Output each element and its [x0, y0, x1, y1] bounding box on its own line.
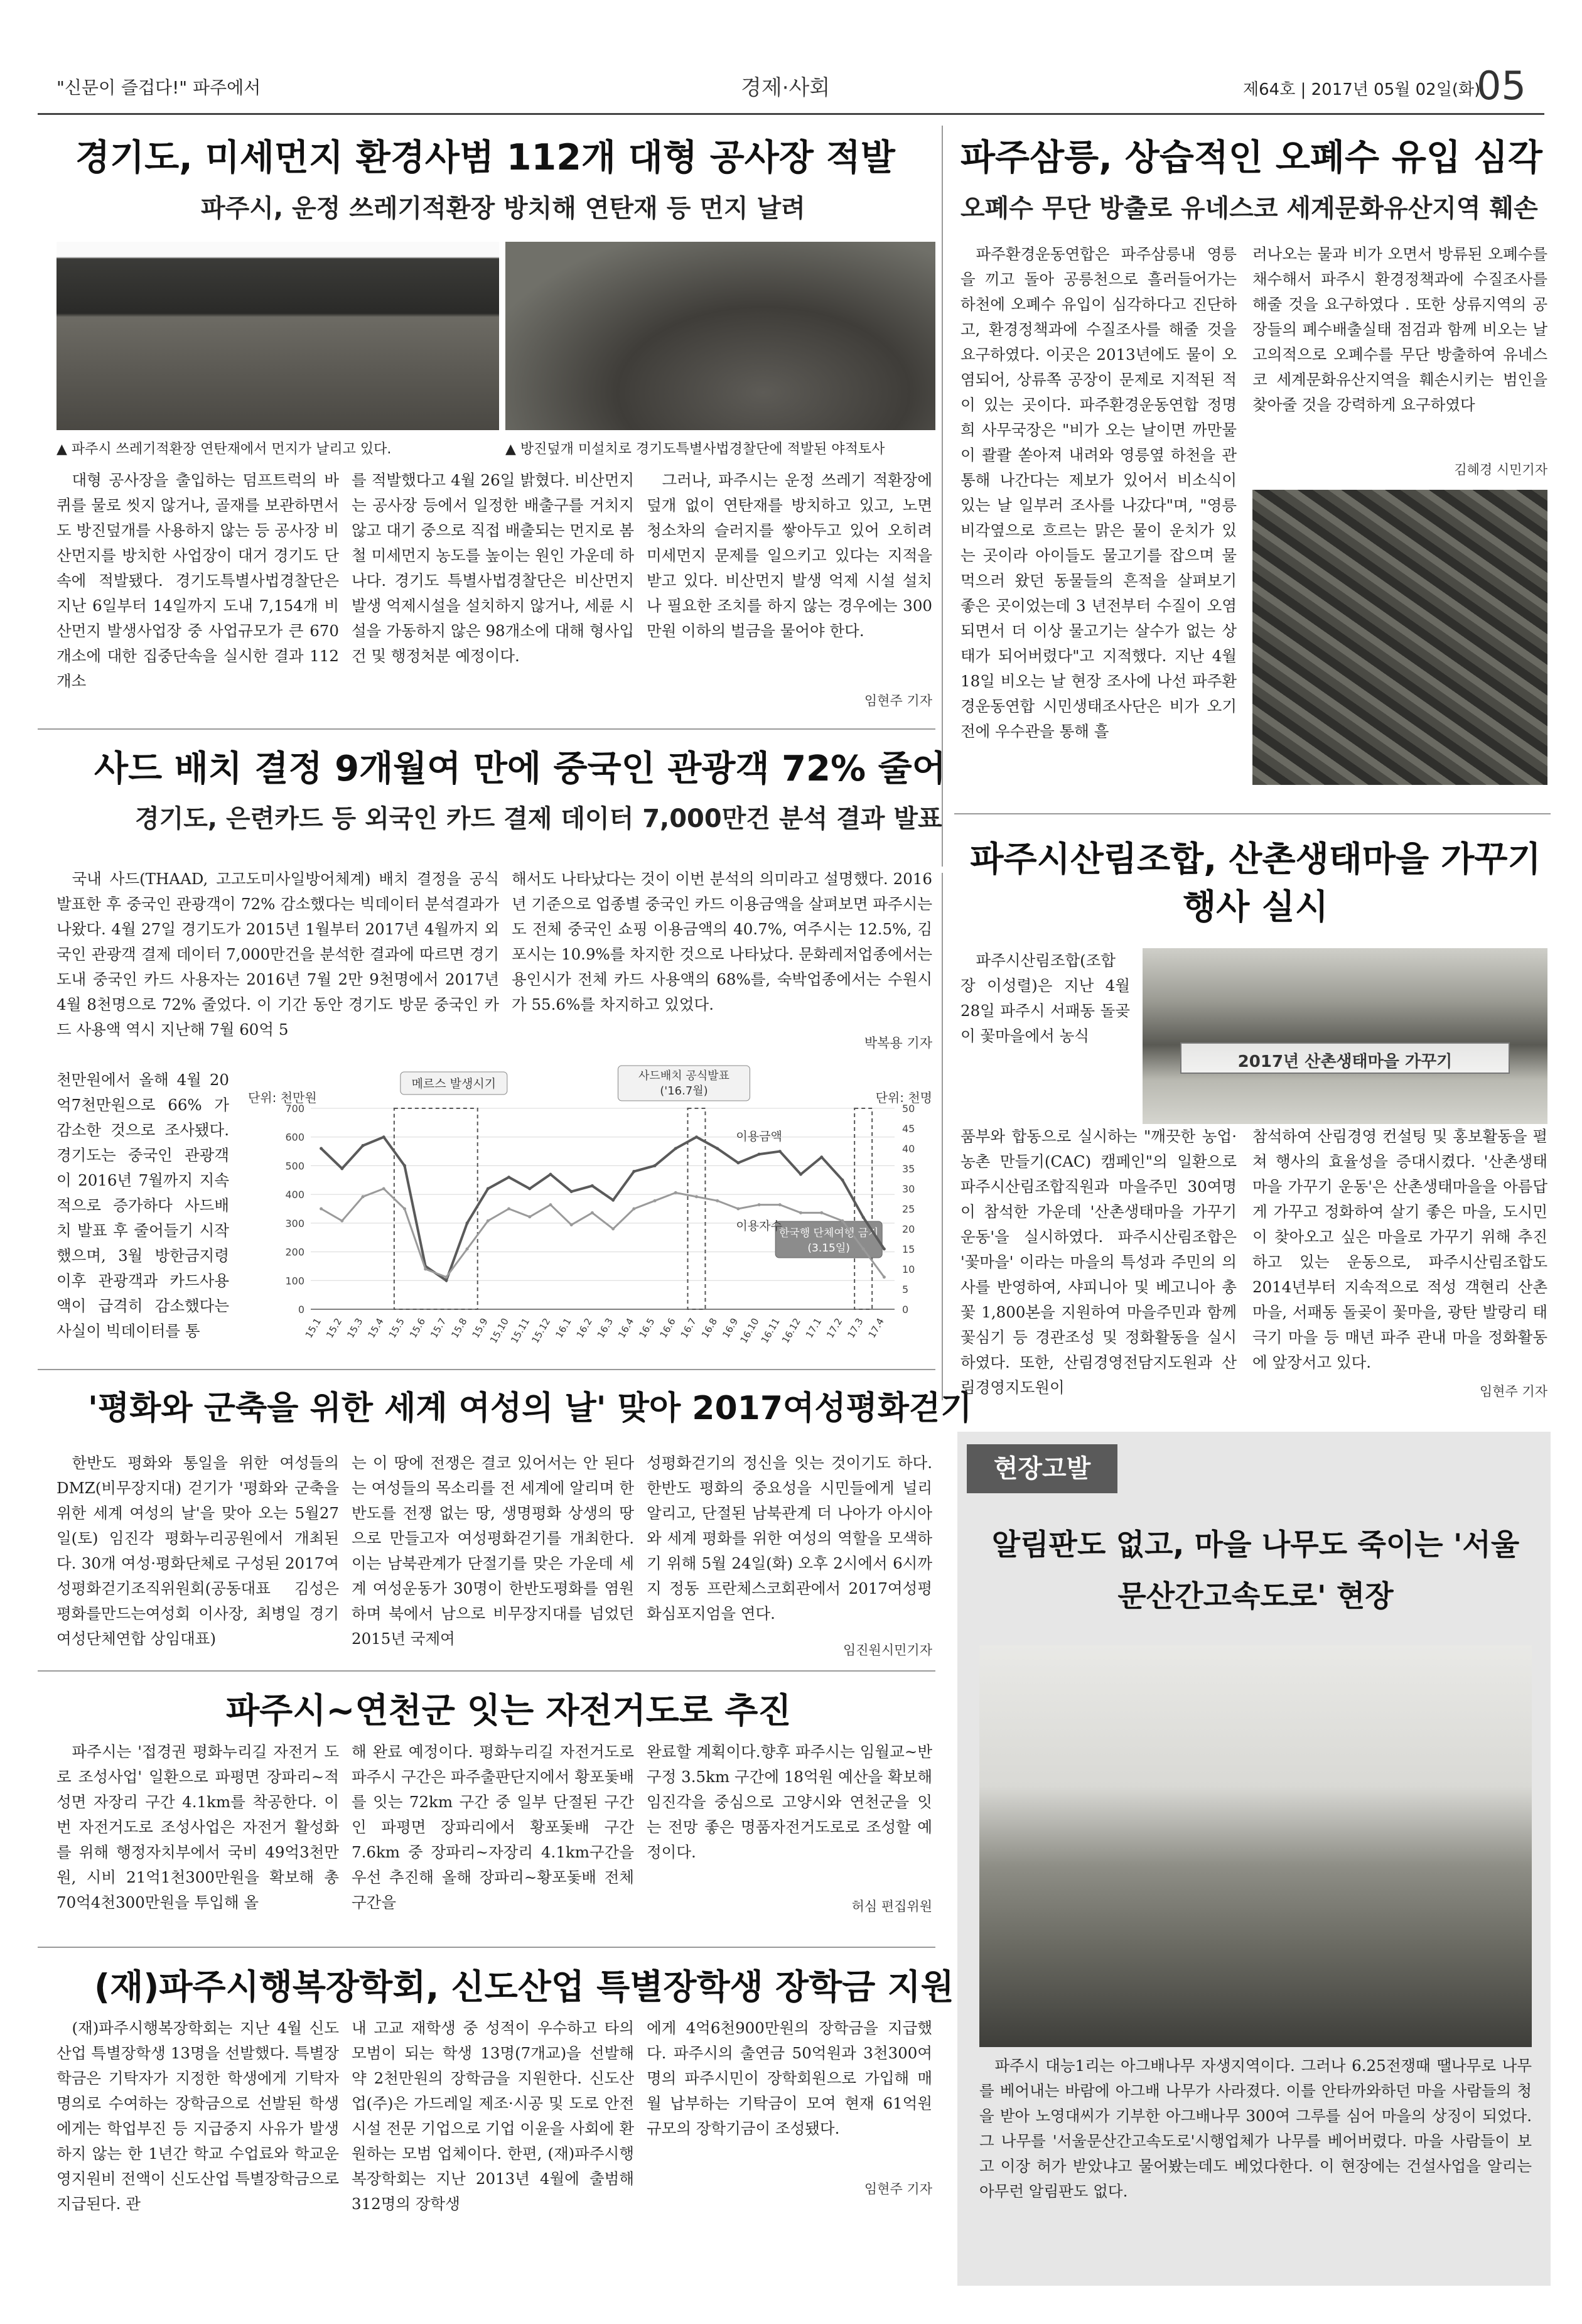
page-number: 05	[1477, 63, 1526, 109]
x-tick-label: 15.4	[365, 1316, 386, 1340]
article1-body-col1: 대형 공사장을 출입하는 덤프트럭의 바퀴를 물로 씻지 않거나, 골재를 보관하면서도 방진덮개를 사용하지 않는 등 공사장 비산먼지를 방치한 사업장이 대거 경기도 단속에 적발됐다. 경기도특별사법경찰단은 지난 6일부터 14일까지 도내 7,154개 비산먼지 발생사업장 중 사업규모가 큰 670개소에 대한 집중단속을 실시한 결과 112개소	[56, 471, 339, 690]
annotation-label-mers: 메르스 발생시기	[411, 1077, 497, 1091]
article1-title: 경기도, 미세먼지 환경사범 112개 대형 공사장 적발	[75, 137, 895, 178]
article2-byline: 김혜경 시민기자	[1454, 462, 1547, 477]
data-point	[632, 1170, 635, 1173]
data-point	[382, 1135, 385, 1138]
data-point	[466, 1221, 469, 1224]
data-point	[820, 1155, 823, 1159]
x-tick-label: 15.11	[508, 1316, 532, 1346]
y-left-tick-label: 500	[285, 1160, 304, 1172]
article7-byline: 임현주 기자	[1479, 1384, 1547, 1399]
data-point	[507, 1208, 510, 1211]
data-point	[403, 1164, 406, 1167]
data-point	[716, 1199, 719, 1203]
x-tick-label: 15.5	[386, 1316, 407, 1340]
data-point	[549, 1173, 552, 1176]
data-point	[820, 1211, 823, 1214]
data-point	[444, 1279, 448, 1282]
y-left-tick-label: 200	[285, 1246, 304, 1258]
article6-byline: 임현주 기자	[864, 2181, 932, 2197]
y-right-tick-label: 30	[902, 1183, 915, 1195]
article1-body-col2: 를 적발했다고 4월 26일 밝혔다. 비산먼지는 공사장 등에서 일정한 배출구를 거치지 않고 대기 중으로 직접 배출되는 먼지로 봄철 미세먼지 농도를 높이는 원인 가운데 하나다. 경기도 특별사법경찰단은 비산먼지 발생 억제시설을 설치하지 않거나, 세륜 시설을 가동하지 않은 98개소에 대해 형사입건 및 행정처분 예정이다.	[352, 471, 634, 665]
x-tick-label: 16.8	[699, 1316, 720, 1340]
data-point	[320, 1208, 323, 1211]
issue-date: 제64호 | 2017년 05월 02일(화)	[1243, 80, 1481, 99]
article1-caption-right: ▲ 방진덮개 미설치로 경기도특별사법경찰단에 적발된 야적토사	[505, 441, 885, 457]
y-right-tick-label: 45	[902, 1123, 915, 1135]
article4-byline: 임진원시민기자	[842, 1643, 932, 1658]
newspaper-logo: "신문이 즐겁다!" 파주에서	[56, 77, 261, 98]
y-right-tick-label: 25	[902, 1203, 915, 1215]
section-divider	[38, 1369, 935, 1370]
annotation-region-mers	[394, 1108, 478, 1309]
data-point	[403, 1208, 406, 1211]
article1-byline: 임현주 기자	[864, 693, 932, 708]
data-point	[487, 1187, 490, 1191]
article7-title: 파주시산림조합, 산촌생태마을 가꾸기 행사 실시	[970, 839, 1541, 927]
sidebar-title: 알림판도 없고, 마을 나무도 죽이는 '서울문산간고속도로' 현장	[991, 1528, 1520, 1614]
data-point	[507, 1176, 510, 1179]
series-label: 이용금액	[736, 1130, 782, 1144]
x-tick-label: 17.3	[845, 1316, 866, 1340]
data-point	[549, 1203, 552, 1206]
data-point	[570, 1223, 573, 1226]
section-divider	[38, 728, 935, 730]
data-point	[654, 1164, 657, 1167]
data-point	[758, 1203, 761, 1206]
y-right-tick-label: 15	[902, 1243, 915, 1255]
data-point	[570, 1190, 573, 1193]
article4-title: '평화와 군축을 위한 세계 여성의 날' 맞아 2017여성평화걷기	[88, 1390, 972, 1427]
sidebar-photo	[979, 1645, 1532, 2047]
annotation-label-ban-date: (3.15일)	[807, 1242, 850, 1255]
y-left-tick-label: 400	[285, 1189, 304, 1201]
data-point	[695, 1135, 698, 1138]
article3-body-col2: 해서도 나타났다는 것이 이번 분석의 의미라고 설명했다. 2016년 기준으로 업종별 중국인 카드 이용금액을 살펴보면 파주시는 도 전체 중국인 쇼핑 이용금액의 40.7%, 여주시는 12.5%, 김포시는 10.9%를 차지한 것으로 나타났다. 문화레저업종에서는 용인시가 전체 카드 사용액의 68%를, 숙박업종에서는 수원시가 55.6%를 차지하고 있었다.	[512, 870, 932, 1013]
data-point	[654, 1199, 657, 1203]
data-point	[340, 1219, 343, 1223]
x-tick-label: 15.1	[303, 1316, 324, 1340]
data-point	[695, 1195, 698, 1198]
article5-body-col3: 완료할 계획이다.향후 파주시는 임월교~반구정 3.5km 구간에 18억원 예산을 확보해 임진각을 중심으로 고양시와 연천군을 잇는 전망 좋은 명품자전거도로로 조성할 예정이다.	[647, 1743, 932, 1861]
x-tick-label: 15.6	[407, 1316, 428, 1340]
section-divider	[38, 1670, 935, 1672]
article7-body-col1: 품부와 합동으로 실시하는 "깨끗한 농업·농촌 만들기(CAC) 캠페인"의 일환으로 파주시산림조합직원과 마을주민 30여명이 참석한 가운데 '산촌생태마을 가꾸기 운동'을 실시하였다. 파주시산림조합은 '꽃마을' 이라는 마을의 특성과 주민의 의사를 반영하여, 샤피니아 및 베고니아 총 꽃 1,800본을 지원하여 마을주민과 함께 꽃심기 등 경관조성 및 정화활동을 실시하였다. 또한, 산림경영전담지도원과 산림경영지도원이	[960, 1127, 1237, 1397]
y-left-tick-label: 300	[285, 1217, 304, 1230]
data-point	[841, 1179, 844, 1182]
header-rule	[38, 113, 1544, 115]
article4-body-col1: 한반도 평화와 통일을 위한 여성들의 DMZ(비무장지대) 걷기가 '평화와 군축을 위한 세계 여성의 날'을 맞아 오는 5월27일(토) 임진각 평화누리공원에서 개최된다. 30개 여성·평화단체로 구성된 2017여성평화걷기조직위원회(공동대표 김성은 평화를만드는여성회 이사장, 최병일 경기여성단체연합 상임대표)	[56, 1454, 339, 1648]
data-point	[424, 1268, 427, 1271]
article7-body-col1-narrow: 파주시산림조합(조합장 이성렬)은 지난 4월 28일 파주시 서패동 돌곶이 꽃마을에서 농식	[960, 951, 1130, 1045]
article2-photo	[1252, 490, 1547, 785]
data-point	[611, 1199, 615, 1202]
article3-byline: 박복용 기자	[864, 1035, 932, 1051]
article3-subtitle: 경기도, 은련카드 등 외국인 카드 결제 데이터 7,000만건 분석 결과 발표	[135, 804, 942, 833]
y-left-tick-label: 0	[298, 1304, 304, 1316]
article3-title: 사드 배치 결정 9개월여 만에 중국인 관광객 72% 줄어	[94, 749, 946, 789]
data-point	[778, 1150, 782, 1153]
data-point	[736, 1161, 740, 1164]
article5-body-col1: 파주시는 '접경권 평화누리길 자전거 도로 조성사업' 일환으로 파평면 장파리~적성면 자장리 구간 4.1km를 착공한다. 이번 자전거도로 조성사업은 자전거 활성화를 위해 행정자치부에서 국비 49억3천만원, 시비 21억1천300만원을 확보해 총 70억4천300만원을 투입해 올	[56, 1743, 339, 1911]
article1-subtitle: 파주시, 운정 쓰레기적환장 방치해 연탄재 등 먼지 날려	[201, 194, 805, 223]
annotation-label-ban: 한국행 단체여행 금지	[778, 1227, 879, 1240]
y-right-tick-label: 40	[902, 1143, 915, 1155]
x-tick-label: 16.4	[615, 1316, 637, 1340]
section-divider	[954, 813, 1551, 814]
article1-photo-left	[56, 242, 499, 430]
article4-body-col2: 는 이 땅에 전쟁은 결코 있어서는 안 된다는 여성들의 목소리를 전 세계에 알리며 한반도를 전쟁 없는 땅, 생명평화 상생의 땅으로 만들고자 여성평화걷기를 개최한다. 이는 남북관계가 단절기를 맞은 가운데 세계 여성운동가 30명이 한반도평화를 염원하며 북에서 남으로 비무장지대를 넘었던 2015년 국제여	[352, 1454, 634, 1648]
y-left-unit-label: 단위: 천만원	[248, 1090, 317, 1105]
x-tick-label: 16.2	[574, 1316, 595, 1340]
article2-title: 파주삼릉, 상습적인 오폐수 유입 심각	[960, 137, 1542, 178]
article5-body-col2: 해 완료 예정이다. 평화누리길 자전거도로 파주시 구간은 파주출판단지에서 황포돛배를 잇는 72km 구간 중 일부 단절된 구간인 파평면 장파리에서 황포돛배 구간 7.6km 중 장파리~자장리 4.1km구간을 우선 추진해 올해 장파리~황포돛배 전체 구간을	[352, 1743, 634, 1911]
data-point	[611, 1228, 615, 1231]
x-tick-label: 16.7	[678, 1316, 699, 1340]
x-tick-label: 15.3	[345, 1316, 365, 1340]
y-left-tick-label: 700	[285, 1103, 304, 1115]
data-point	[883, 1248, 886, 1251]
data-point	[632, 1208, 635, 1211]
article2-body-col2: 러나오는 물과 비가 오면서 방류된 오폐수를 채수해서 파주시 환경정책과에 수질조사를 해줄 것을 요구하였다 . 또한 상류지역의 공장들의 폐수배출실태 점검과 함께 비오는 날 고의적으로 오폐수를 무단 방출하여 유네스코 세계문화유산지역을 훼손시키는 범인을 찾아줄 것을 강력하게 요구하였다	[1252, 245, 1547, 414]
x-tick-label: 15.9	[470, 1316, 490, 1340]
chart-svg	[242, 1064, 935, 1359]
x-tick-label: 15.7	[428, 1316, 449, 1340]
y-right-tick-label: 35	[902, 1163, 915, 1175]
data-point	[862, 1216, 865, 1219]
article6-body-col3: 에게 4억6천900만원의 장학금을 지급했다. 파주시의 출연금 50억원과 3천300여명의 파주시민이 장학회원으로 가입해 매월 납부하는 기탁금이 모여 현재 61억원 규모의 장학기금이 조성됐다.	[647, 2019, 932, 2138]
x-tick-label: 17.1	[803, 1316, 824, 1340]
x-tick-label: 17.2	[824, 1316, 845, 1340]
y-left-tick-label: 600	[285, 1131, 304, 1143]
column-divider	[942, 873, 943, 1400]
tourism-chart	[242, 1064, 935, 1359]
data-point	[528, 1215, 531, 1218]
data-point	[362, 1144, 365, 1147]
data-point	[799, 1211, 802, 1214]
x-tick-label: 16.1	[553, 1316, 574, 1340]
annotation-label-thaad: 사드배치 공식발표	[638, 1069, 729, 1083]
sidebar-body: 파주시 대능1리는 아그배나무 자생지역이다. 그러나 6.25전쟁때 땔나무로 나무를 베어내는 바람에 아그배 나무가 사라졌다. 이를 안타까와하던 마을 사람들의 청을 받아 노영대씨가 기부한 아그배나무 300여 그루를 심어 마을의 상징이 되었다. 그 나무를 '서울문산간고속도로'시행업체가 나무를 베어버렸다. 마을 사람들이 보고 이장 허가 받았냐고 물어봤는데도 베었다한다. 이 현장에는 건설사업을 알리는 아무런 알림판도 없다.	[979, 2056, 1532, 2200]
data-point	[716, 1147, 719, 1150]
data-point	[736, 1208, 740, 1211]
section-divider	[38, 1947, 935, 1948]
article1-caption-left: ▲ 파주시 쓰레기적환장 연탄재에서 먼지가 날리고 있다.	[56, 441, 392, 457]
x-tick-label: 16.6	[657, 1316, 678, 1340]
y-right-unit-label: 단위: 천명	[875, 1090, 932, 1105]
x-tick-label: 16.11	[758, 1316, 782, 1346]
data-point	[382, 1187, 385, 1191]
data-point	[362, 1195, 365, 1198]
section-name: 경제·사회	[741, 75, 831, 100]
article7-photo	[1143, 948, 1547, 1124]
data-point	[778, 1203, 782, 1206]
data-point	[444, 1275, 448, 1278]
x-tick-label: 15.8	[449, 1316, 470, 1340]
data-point	[674, 1191, 677, 1194]
sidebar-tag: 현장고발	[967, 1444, 1117, 1493]
annotation-label-thaad-date: ('16.7월)	[660, 1084, 708, 1098]
data-point	[591, 1211, 594, 1214]
y-right-tick-label: 20	[902, 1223, 915, 1235]
y-left-tick-label: 100	[285, 1275, 304, 1287]
data-point	[466, 1248, 469, 1251]
data-point	[528, 1187, 531, 1191]
article1-photo-right	[505, 242, 935, 430]
data-point	[674, 1147, 677, 1150]
data-point	[841, 1219, 844, 1223]
y-right-tick-label: 0	[902, 1304, 909, 1316]
article2-subtitle: 오폐수 무단 방출로 유네스코 세계문화유산지역 훼손	[960, 194, 1538, 223]
x-tick-label: 15.2	[323, 1316, 345, 1340]
y-right-tick-label: 50	[902, 1103, 915, 1115]
x-tick-label: 16.10	[738, 1316, 761, 1346]
x-tick-label: 16.9	[720, 1316, 741, 1340]
x-tick-label: 15.10	[487, 1316, 511, 1346]
data-point	[487, 1219, 490, 1223]
article1-body-col3: 그러나, 파주시는 운정 쓰레기 적환장에 덮개 없이 연탄재를 방치하고 있고, 노면 청소차의 슬러지를 쌓아두고 있어 오히려 미세먼지 문제를 일으키고 있다는 지적을 받고 있다. 비산먼지 발생 억제 시설 설치나 필요한 조치를 하지 않는 경우에는 300만원 이하의 벌금을 물어야 한다.	[647, 471, 932, 640]
article7-body-col2: 참석하여 산림경영 컨설팅 및 홍보활동을 펼쳐 행사의 효율성을 증대시켰다. '산촌생태마을 가꾸기 운동'은 산촌생태마을을 아름답게 가꾸고 정화하여 살기 좋은 마을, 도시민이 찾아오고 싶은 마을로 가꾸기 위해 추진하고 있는 운동으로, 파주시산림조합도 2014년부터 지속적으로 적성 객현리 산촌마을, 서패동 돌곶이 꽃마을, 광탄 발랑리 태극기 마을 등 매년 파주 관내 마을 정화활동에 앞장서고 있다.	[1252, 1127, 1547, 1371]
article5-title: 파주시~연천군 잇는 자전거도로 추진	[226, 1690, 792, 1731]
x-tick-label: 16.3	[595, 1316, 616, 1340]
data-point	[320, 1147, 323, 1150]
article4-body-col3: 성평화걷기의 정신을 잇는 것이기도 하다. 한반도 평화의 중요성을 시민들에게 널리 알리고, 단절된 남북관계 더 나아가 아시아와 세계 평화를 위한 여성의 역할을 모색하기 위해 5월 24일(화) 오후 2시에서 6시까지 정동 프란체스코회관에서 2017여성평화심포지엄을 연다.	[647, 1454, 932, 1623]
x-tick-label: 15.12	[529, 1316, 553, 1346]
article6-body-col1: (재)파주시행복장학회는 지난 4월 신도산업 특별장학생 13명을 선발했다. 특별장학금은 기탁자가 지정한 학생에게 기탁자 명의로 수여하는 장학금으로 선발된 학생에게는 학업부진 등 지급중지 사유가 발생하지 않는 한 1년간 학교 수업료와 학교운영지원비 전액이 신도산업 특별장학금으로 지급된다. 관	[56, 2019, 339, 2213]
data-point	[340, 1167, 343, 1170]
x-tick-label: 16.12	[779, 1316, 803, 1346]
data-point	[591, 1184, 594, 1187]
article2-body-col1: 파주환경운동연합은 파주삼릉내 영릉을 끼고 돌아 공릉천으로 흘러들어가는 하천에 오폐수 유입이 심각하다고 진단하고, 환경정책과에 수질조사를 해줄 것을 요구하였다. 이곳은 2013년에도 물이 오염되어, 상류쪽 공장이 문제로 지적된 적이 있는 곳이다. 파주환경운동연합 정명희 사무국장은 "비가 오는 날이면 까만물이 콸콸 쏟아져 내려와 영릉옆 하천을 관통해 나간다는 제보가 있어서 비소식이 있는 날 일부러 조사를 나갔다"며, "영릉 비각옆으로 흐르는 맑은 물이 운치가 있는 곳이라 아이들도 물고기를 잡으며 물 먹으러 왔던 동물들의 흔적을 살펴보기 좋은 곳이었는데 3 년전부터 수질이 오염되면서 더 이상 물고기는 살수가 없는 상태가 되어버렸다"고 지적했다. 지난 4월 18일 비오는 날 현장 조사에 나선 파주환경운동연합 시민생태조사단은 비가 오기 전에 우수관을 통해 흘	[960, 245, 1237, 740]
y-right-tick-label: 5	[902, 1284, 909, 1295]
data-point	[758, 1153, 761, 1156]
article6-title: (재)파주시행복장학회, 신도산업 특별장학생 장학금 지원	[94, 1967, 954, 2007]
data-point	[799, 1173, 802, 1176]
article5-byline: 허심 편집위원	[851, 1899, 932, 1914]
article3-body-col1-narrow: 천만원에서 올해 4월 20억7천만원으로 66% 가 감소한 것으로 조사됐다. 경기도는 중국인 관광객이 2016년 7월까지 지속적으로 증가하다 사드배치 발표 후 줄어들기 시작했으며, 3월 방한금지령 이후 관광객과 카드사용액이 급격히 감소했다는 사실이 빅데이터를 통	[56, 1071, 229, 1340]
article6-body-col2: 내 고교 재학생 중 성적이 우수하고 타의 모범이 되는 학생 13명(7개교)을 선발해 약 2천만원의 장학금을 지원한다. 신도산업(주)은 가드레일 제조·시공 및 도로 안전시설 전문 기업으로 기업 이윤을 사회에 환원하는 모범 업체이다. 한편, (재)파주시행복장학회는 지난 2013년 4월에 출범해 312명의 장학생	[352, 2019, 634, 2213]
data-point	[862, 1248, 865, 1251]
data-point	[883, 1275, 886, 1278]
photo-banner-text: 2017년 산촌생태마을 가꾸기	[1237, 1052, 1453, 1071]
article3-body-col1: 국내 사드(THAAD, 고고도미사일방어체계) 배치 결정을 공식 발표한 후 중국인 관광객이 72% 감소했다는 빅데이터 분석결과가 나왔다. 4월 27일 경기도가 2015년 1월부터 2017년 4월까지 외국인 관광객 결제 데이터 7,000만건을 분석한 결과에 따르면 경기도내 중국인 카드 사용자는 2016년 7월 2만 9천명에서 2017년 4월 8천명으로 72% 줄었다. 이 기간 동안 경기도 방문 중국인 카드 사용액 역시 지난해 7월 60억 5	[56, 870, 499, 1039]
y-right-tick-label: 10	[902, 1263, 915, 1275]
x-tick-label: 16.5	[637, 1316, 657, 1340]
series-label: 이용자수	[736, 1219, 782, 1233]
x-tick-label: 17.4	[866, 1316, 886, 1340]
